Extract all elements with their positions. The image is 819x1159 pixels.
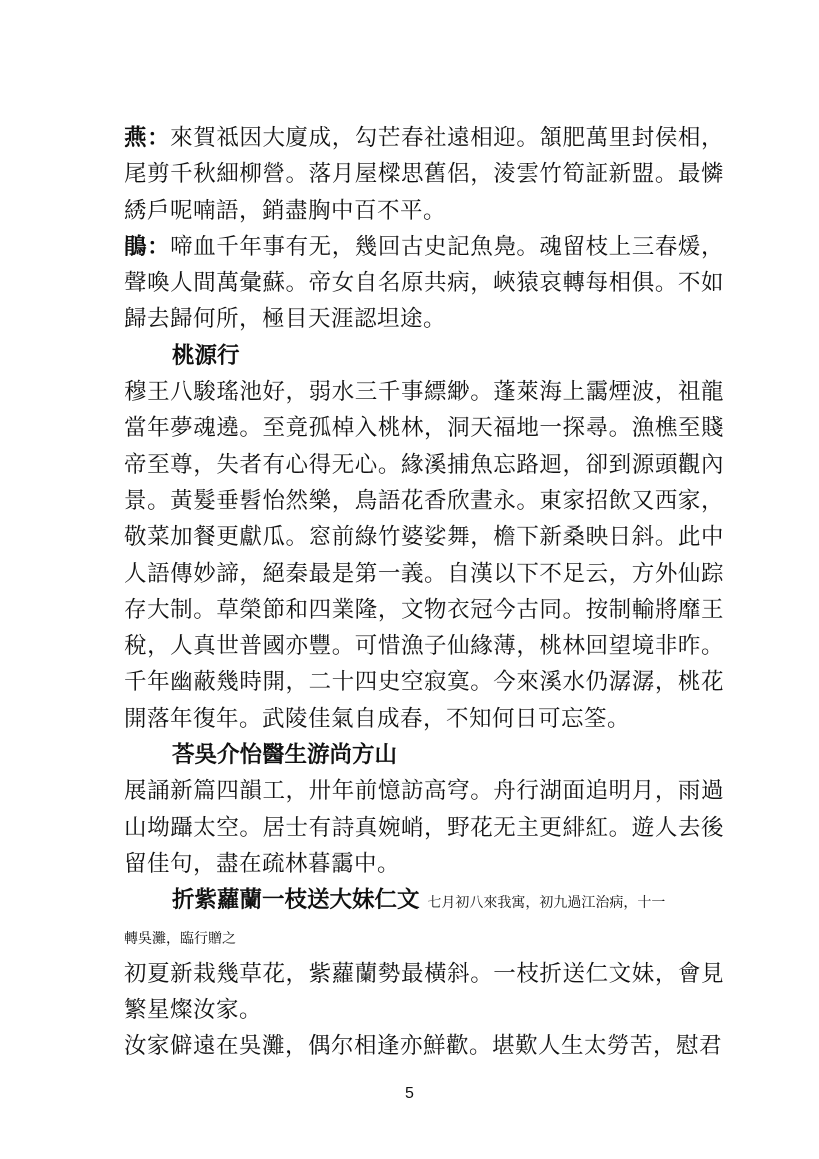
taoyuan-title: 桃源行 — [172, 342, 240, 369]
wu-poem-text: 展誦新篇四韻工，卅年前憶訪高穹。舟行湖面追明月，雨過山坳躡太空。居士有詩真婉峭，野花无主更緋紅。遊人去後留佳句，盡在疏林暮靄中。 — [124, 778, 724, 877]
ziluolan-note-continued: 轉吳灘，臨行贈之 — [124, 930, 236, 947]
cuckoo-poem — [124, 229, 724, 338]
swallow-poem-text: 來賀祗因大廈成，勾芒春社遠相迎。頷肥萬里封侯相，尾剪千秋細柳營。落月屋樑思舊侶，淩雲竹筍証新盟。最憐綉戶呢喃語，銷盡胸中百不平。 — [124, 125, 724, 224]
taoyuan-text: 穆王八駿瑤池好，弱水三千事縹緲。蓬萊海上靄煙波，祖龍當年夢魂遶。至竟孤棹入桃林，洞天福地一探尋。漁樵至賤帝至尊，失者有心得无心。緣溪捕魚忘路迴，卻到源頭觀內景。黃髮垂髫怡然樂，鳥語花香欣晝永。東家招飲又西家，敬菜加餐更獻瓜。窓前綠竹婆娑舞，檐下新桑映日斜。此中人語傳妙諦，絕秦最是第一義。自漢以下不足云，方外仙踪存大制。草榮節和四業隆，文物衣冠今古同。按制輸將靡王稅，人真世普國亦豐。可惜漁子仙緣薄，桃林回望境非昨。千年幽蔽幾時開，二十四史空寂寞。今來溪水仍潺潺，桃花開落年復年。武陵佳氣自成春，不知何日可忘筌。 — [124, 379, 724, 732]
cuckoo-poem-text: 啼血千年事有无，幾回古史記魚鳧。魂留枝上三春煖，聲喚人間萬彙蘇。帝女自名原共病，峽猿哀轉每相俱。不如歸去歸何所，極目天涯認坦途。 — [124, 233, 724, 333]
speaker-swallow: 燕： — [124, 125, 171, 151]
page-number: 5 — [405, 1085, 414, 1102]
swallow-poem — [124, 120, 724, 229]
ziluolan-title-line — [124, 882, 724, 921]
ziluolan-title: 折紫蘿蘭一枝送大妹仁文 — [172, 887, 420, 914]
ziluolan-stanza-2: 汝家僻遠在吳灘，偶尔相逢亦鮮歡。堪歎人生太勞苦，慰君 — [124, 1033, 723, 1060]
ziluolan-note: 七月初八來我寓，初九過江治病，十一 — [427, 895, 666, 912]
ziluolan-stanza-1: 初夏新栽幾草花，紫蘿蘭勢最橫斜。一枝折送仁文妹，會見繁星燦汝家。 — [124, 960, 724, 1023]
document-page — [124, 120, 724, 1064]
speaker-cuckoo: 鵑： — [124, 233, 171, 260]
wu-poem-title: 荅吳介怡醫生游尚方山 — [172, 742, 398, 769]
